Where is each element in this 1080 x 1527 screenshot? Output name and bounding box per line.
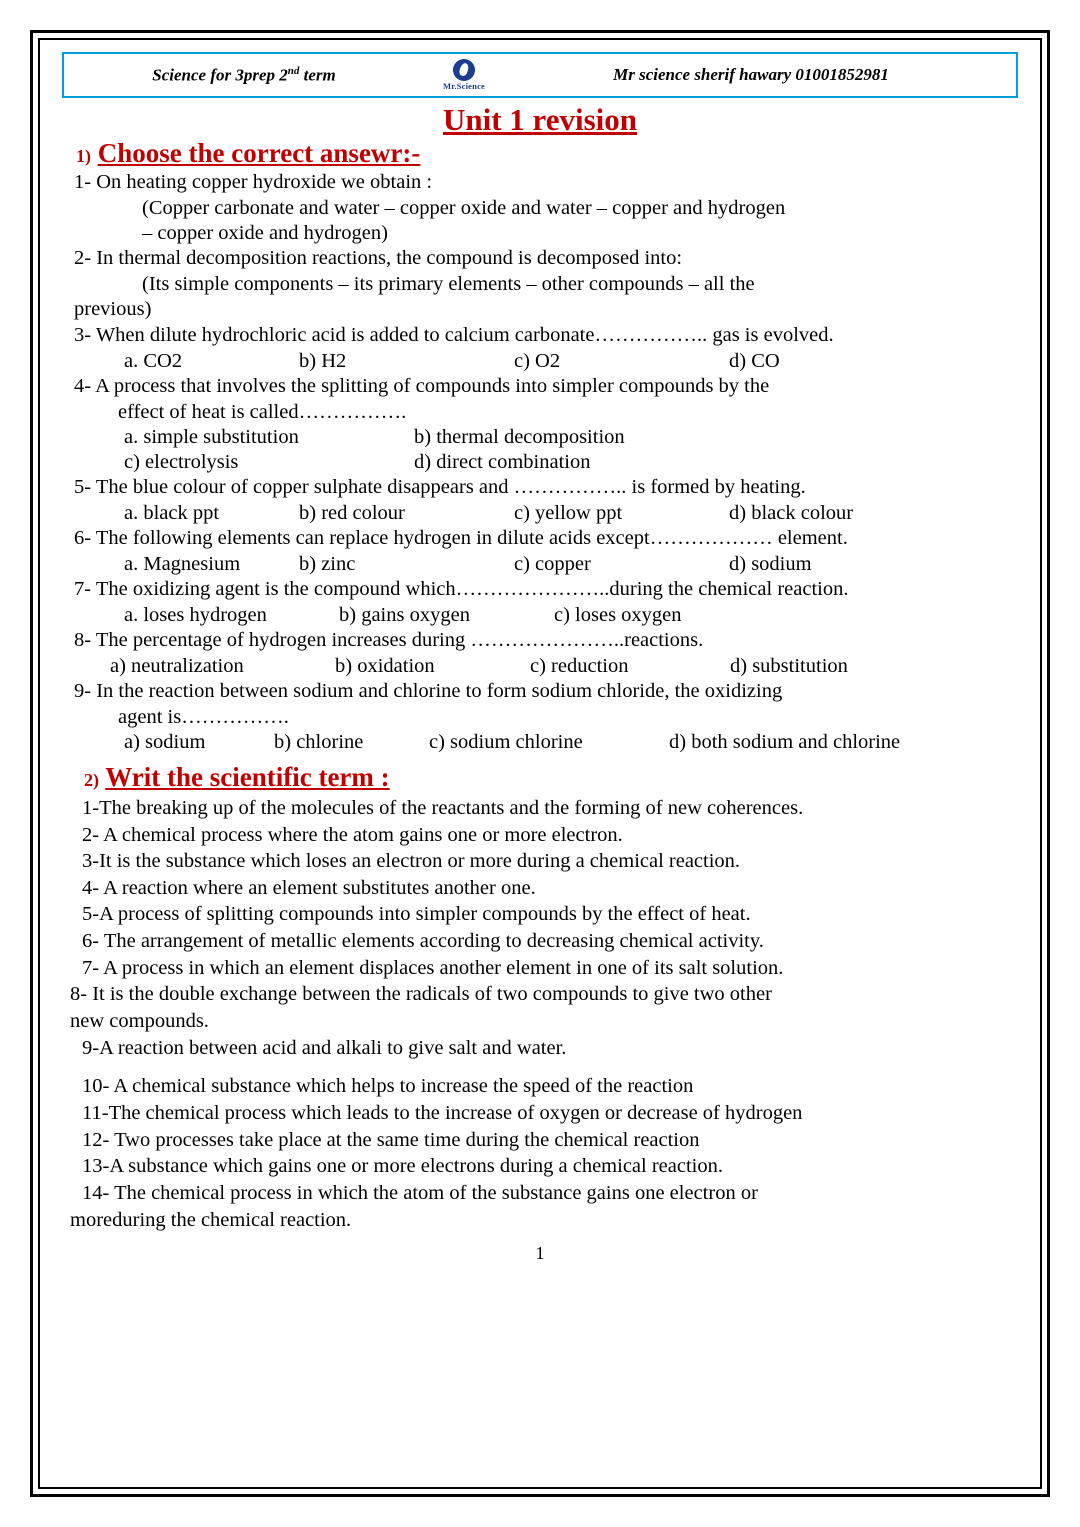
term-item-5: 5-A process of splitting compounds into simpler compounds by the effect of heat. [82,903,751,926]
question-6-option-b[interactable]: b) zinc [299,553,356,576]
question-3: 3- When dilute hydrochloric acid is added to calcium carbonate…………….. gas is evolved. [74,324,834,347]
question-2-line-2: previous) [74,298,152,321]
question-3-option-b[interactable]: b) H2 [299,350,347,373]
question-5-option-b[interactable]: b) red colour [299,502,405,525]
question-8-option-d[interactable]: d) substitution [730,655,848,678]
question-7-option-a[interactable]: a. loses hydrogen [124,604,267,627]
question-7: 7- The oxidizing agent is the compound which…………………..during the chemical reaction. [74,578,849,601]
term-item-6: 6- The arrangement of metallic elements according to decreasing chemical activity. [82,930,764,953]
question-8-option-c[interactable]: c) reduction [530,655,629,678]
term-item-8-cont: new compounds. [70,1010,209,1033]
term-item-2: 2- A chemical process where the atom gains one or more electron. [82,823,623,846]
question-3-option-d[interactable]: d) CO [729,350,780,373]
question-4-option-d[interactable]: d) direct combination [414,451,591,474]
question-9: 9- In the reaction between sodium and chlorine to form sodium chloride, the oxidizing [74,680,783,703]
question-6-option-a[interactable]: a. Magnesium [124,553,241,576]
section-1-number: 1) [76,145,91,166]
question-3-option-a[interactable]: a. CO2 [124,350,183,373]
question-2-line-1: (Its simple components – its primary elements – other compounds – all the [142,273,755,296]
question-8-option-b[interactable]: b) oxidation [335,655,435,678]
question-4-option-a[interactable]: a. simple substitution [124,426,299,449]
section-2-label: Writ the scientific term : [105,762,390,793]
mr-science-logo [424,59,504,91]
logo-label: Mr.Science [442,81,486,92]
question-8: 8- The percentage of hydrogen increases during …………………..reactions. [74,629,704,652]
question-9-option-d[interactable]: d) both sodium and chlorine [669,731,901,754]
header-course-ordinal: nd [287,64,300,77]
logo-circle-icon [453,59,475,81]
header-teacher-contact: Mr science sherif hawary 01001852981 [613,65,889,84]
question-4-options-row-2 [62,450,1018,475]
section-1-label: Choose the correct ansewr:- [97,137,421,168]
question-8-options [62,654,1018,679]
question-6-options [62,552,1018,577]
term-item-4: 4- A reaction where an element substitutes another one. [82,876,536,899]
question-6: 6- The following elements can replace hydrogen in dilute acids except……………… element. [74,527,848,550]
question-4-option-b[interactable]: b) thermal decomposition [414,426,625,449]
section-2-heading [62,763,1018,793]
question-6-option-c[interactable]: c) copper [514,553,591,576]
question-3-option-c[interactable]: c) O2 [514,350,561,373]
term-item-3: 3-It is the substance which loses an electron or more during a chemical reaction. [82,850,741,873]
question-5-option-a[interactable]: a. black ppt [124,502,220,525]
question-8-option-a[interactable]: a) neutralization [110,655,244,678]
question-9-options [62,730,1018,755]
page-content [62,52,1018,1477]
question-2: 2- In thermal decomposition reactions, the compound is decomposed into: [74,247,683,270]
header-course-title [64,65,424,86]
question-7-option-c[interactable]: c) loses oxygen [554,604,682,627]
document-header [62,52,1018,98]
question-1-line-2: – copper oxide and hydrogen) [142,222,388,245]
question-9-option-b[interactable]: b) chlorine [274,731,364,754]
question-5-option-c[interactable]: c) yellow ppt [514,502,623,525]
term-item-1: 1-The breaking up of the molecules of the reactants and the forming of new coherences. [82,796,804,819]
question-4-options-row-1 [62,425,1018,450]
term-item-7: 7- A process in which an element displaces another element in one of its salt solution. [82,956,784,979]
section-1-heading [62,139,1018,169]
term-item-9: 9-A reaction between acid and alkali to give salt and water. [82,1036,567,1059]
question-7-options [62,603,1018,628]
question-7-option-b[interactable]: b) gains oxygen [339,604,470,627]
question-1: 1- On heating copper hydroxide we obtain : [74,171,433,194]
term-item-8: 8- It is the double exchange between the radicals of two compounds to give two other [70,983,772,1006]
term-item-11: 11-The chemical process which leads to the increase of oxygen or decrease of hydrogen [82,1101,803,1124]
question-3-options [62,349,1018,374]
page-number: 1 [535,1243,545,1264]
question-9-line-1: agent is……………. [118,706,289,729]
question-9-option-a[interactable]: a) sodium [124,731,206,754]
question-4-line-1: effect of heat is called……………. [118,401,407,424]
page-title: Unit 1 revision [442,102,638,137]
question-4: 4- A process that involves the splitting of compounds into simpler compounds by the [74,375,770,398]
question-9-option-c[interactable]: c) sodium chlorine [429,731,583,754]
term-item-14-cont: moreduring the chemical reaction. [70,1208,352,1231]
question-5: 5- The blue colour of copper sulphate disappears and …………….. is formed by heating. [74,476,806,499]
header-course-text: Science for 3prep 2 [152,65,288,85]
term-item-10: 10- A chemical substance which helps to increase the speed of the reaction [82,1075,694,1098]
question-1-line-1: (Copper carbonate and water – copper oxide and water – copper and hydrogen [142,197,786,220]
header-course-tail: term [299,65,336,85]
term-item-14: 14- The chemical process in which the atom of the substance gains one electron or [82,1181,758,1204]
question-4-option-c[interactable]: c) electrolysis [124,451,239,474]
question-6-option-d[interactable]: d) sodium [729,553,812,576]
term-item-12: 12- Two processes take place at the same time during the chemical reaction [82,1128,700,1151]
term-item-13: 13-A substance which gains one or more electrons during a chemical reaction. [82,1155,723,1178]
section-2-number: 2) [84,770,99,791]
question-5-option-d[interactable]: d) black colour [729,502,854,525]
question-5-options [62,501,1018,526]
